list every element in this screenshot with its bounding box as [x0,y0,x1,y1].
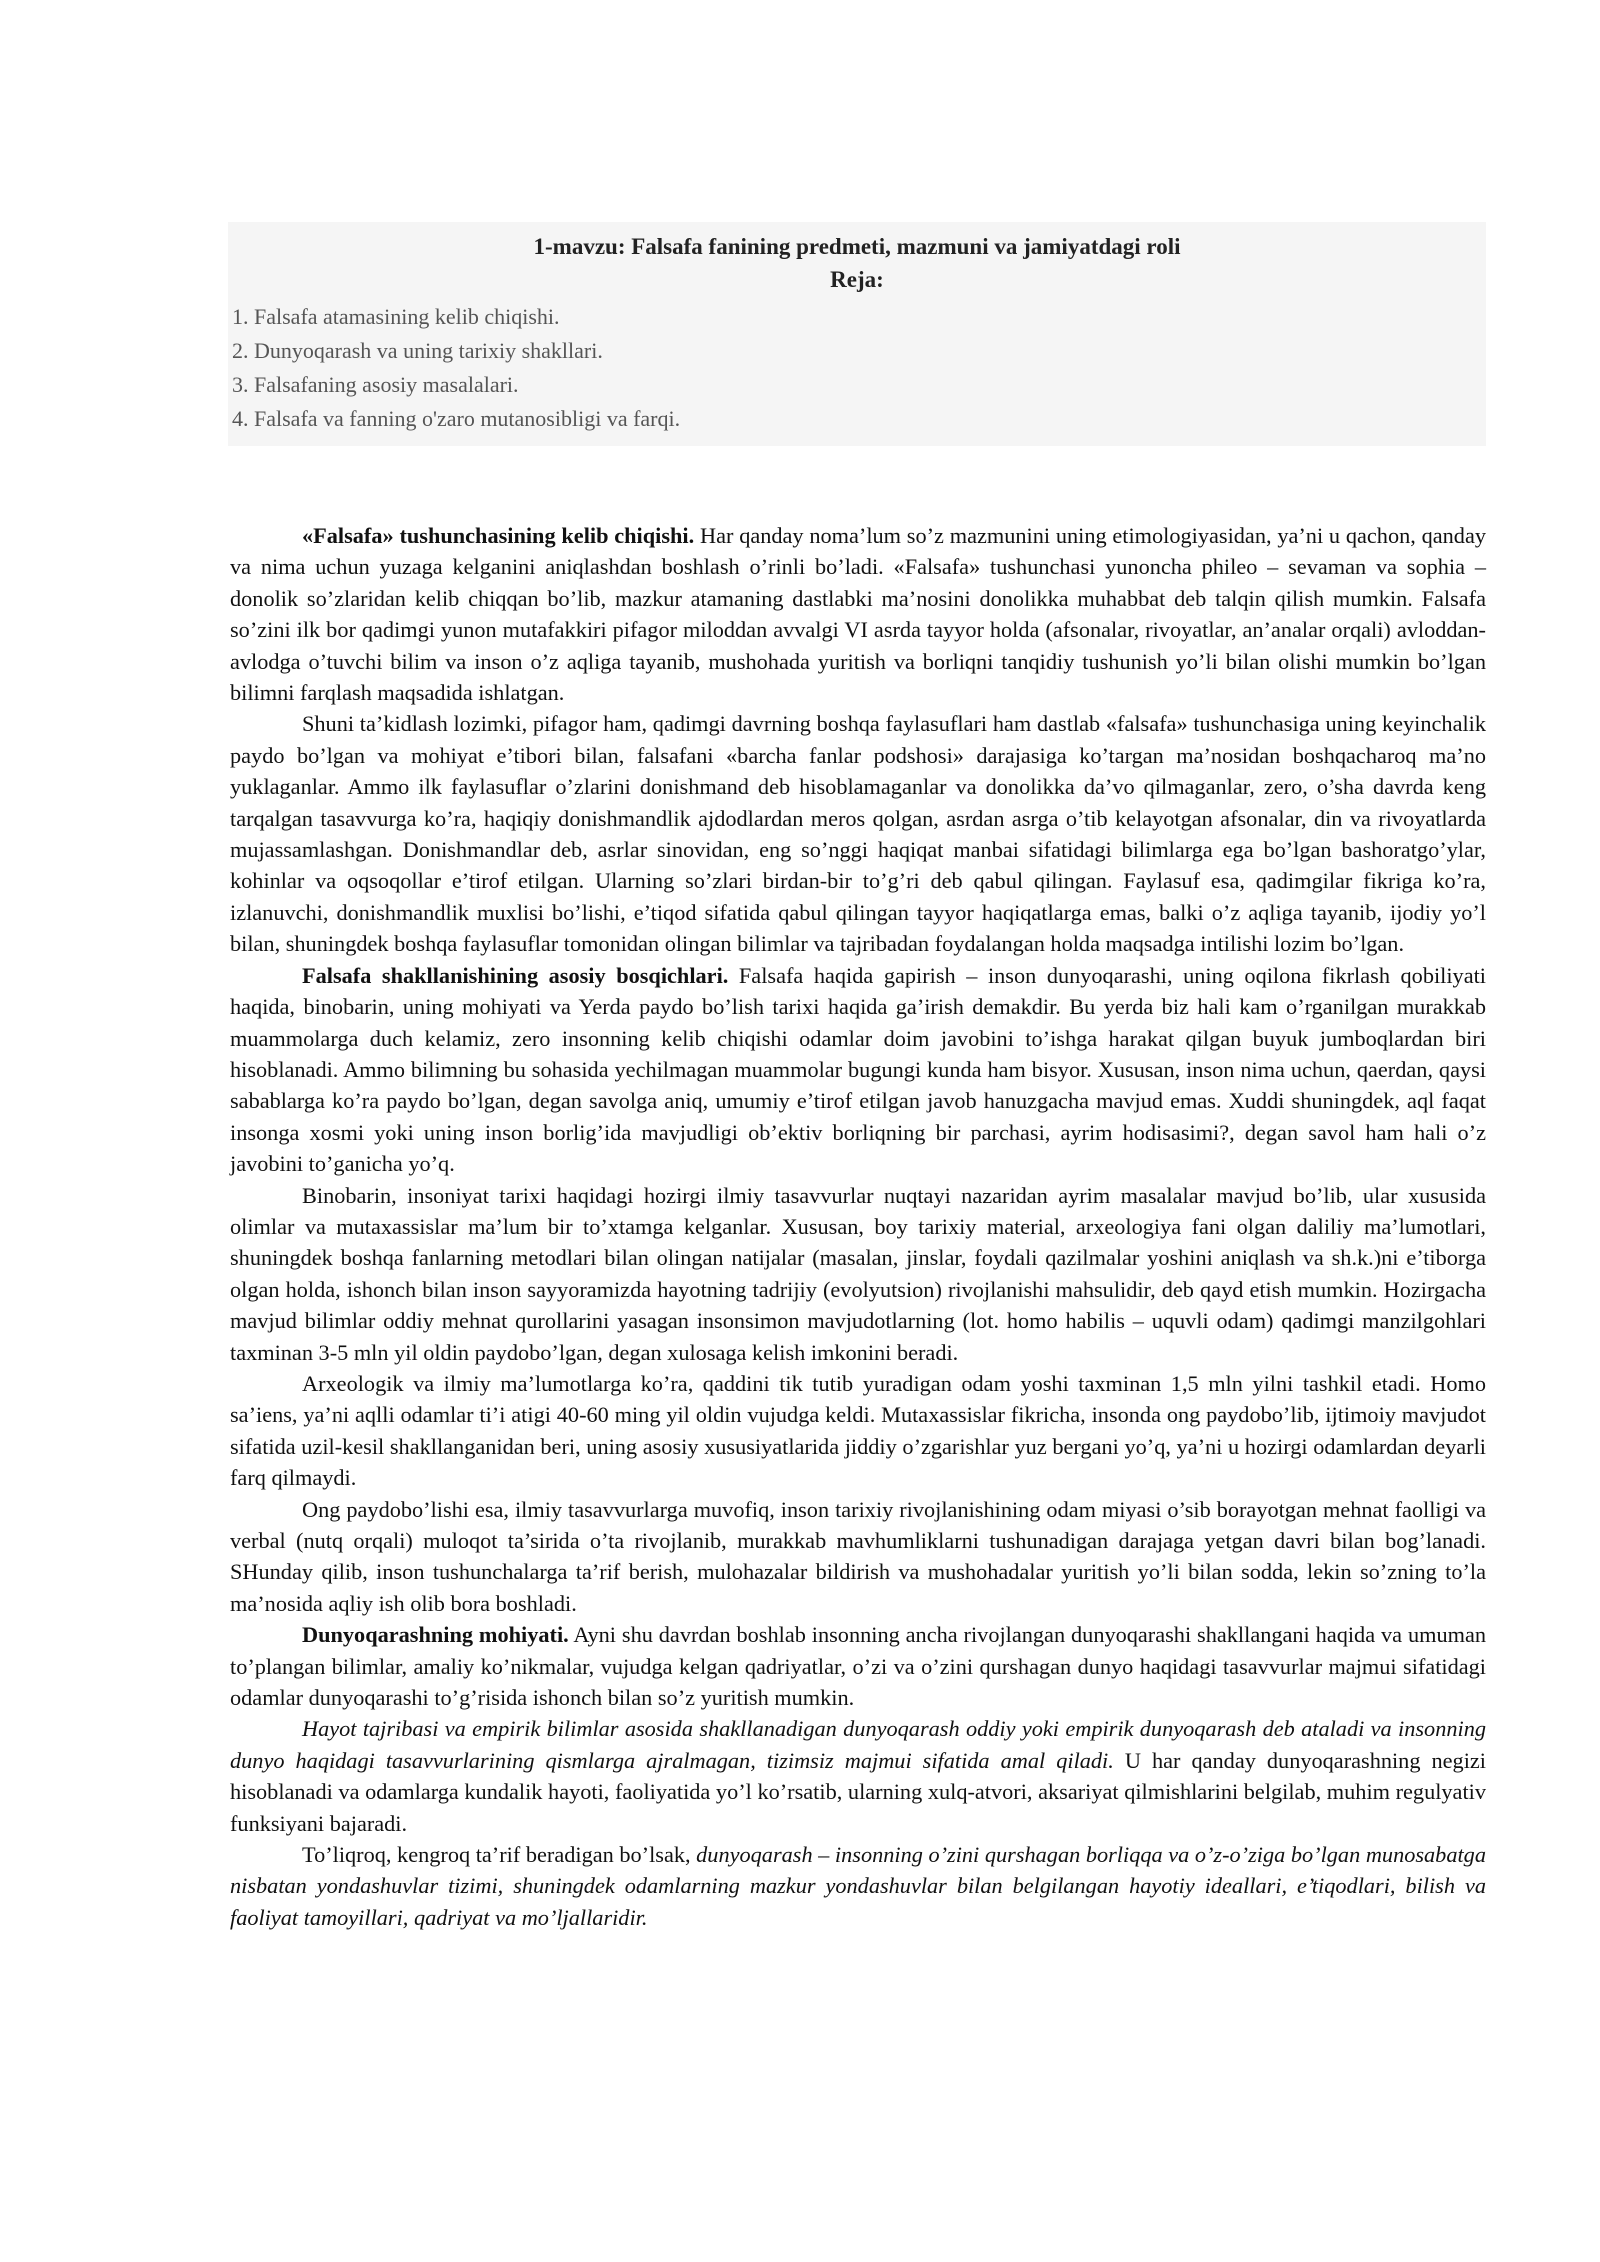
italic-definition: Hayot tajribasi va empirik bilimlar asosida shakllanadigan dunyoqarash oddiy yoki empirik dunyoqarash deb ataladi va insonning dunyo haqidagi tasavvurlarining qismlarga ajralmagan, tizimsiz majmui sifatida amal qiladi. [230,1716,1486,1773]
document-body [230,520,1486,1933]
paragraph [230,1713,1486,1839]
paragraph-heading: «Falsafa» tushunchasining kelib chiqishi. [302,523,695,548]
paragraph-text: Binobarin, insoniyat tarixi haqidagi hozirgi ilmiy tasavvurlar nuqtayi nazaridan ayrim masalalar mavjud bo’lib, ular xususida olimlar va mutaxassislar ma’lum bir to’xtamga kelganlar. Xususan, boy tarixiy material, arxeologiya fani olgan daliliy ma’lumotlari, shuningdek boshqa fanlarning metodlari bilan olingan natijalar (masalan, jinslar, foydali qazilmalar yoshini aniqlash va sh.k.)ni e’tiborga olgan holda, ishonch bilan inson sayyoramizda hayotning tadrijiy (evolyutsion) rivojlanishi mahsulidir, deb qayd etish mumkin. Hozirgacha mavjud bilimlar oddiy mehnat qurollarini yasagan insonsimon mavjudotlarning (lot. homo habilis – uquvli odam) qadimgi manzilgohlari taxminan 3-5 mln yil oldin paydobo’lgan, degan xulosaga kelish imkonini beradi. [230,1182,1486,1365]
paragraph-text: U har qanday dunyoqarashning negizi hisoblanadi va odamlarga kundalik hayoti, faoliyatida yo’l ko’rsatib, ularning xulq-atvori, aksariyat qilmishlarini belgilab, muhim regulyativ funksiyani bajaradi. [230,1747,1486,1836]
paragraph [230,960,1486,1180]
plan-item: 2. Dunyoqarash va uning tarixiy shakllari. [232,338,603,363]
plan-heading: Reja: [830,267,884,292]
paragraph-text: Har qanday noma’lum so’z mazmunini uning etimologiyasidan, ya’ni u qachon, qanday va nima uchun yuzaga kelganini aniqlashdan boshlash o’rinli bo’ladi. «Falsafa» tushunchasi yunoncha phileo – sevaman va sophia – donolik so’zlaridan kelib chiqqan bo’lib, mazkur atamaning dastlabki ma’nosini donolikka muhabbat deb talqin qilish mumkin. Falsafa so’zini ilk bor qadimgi yunon mutafakkiri pifagor miloddan avvalgi VI asrda tayyor holda (afsonalar, rivoyatlar, an’analar orqali) avloddan-avlodga o’tuvchi bilim va inson o’z aqliga tayanib, mushohada yuritish va borliqni tanqidiy tushunish yo’li bilan olishi mumkin bo’lgan bilimni farqlash maqsadida ishlatgan. [230,523,1486,706]
paragraph [230,520,1486,708]
plan-item: 4. Falsafa va fanning o'zaro mutanosibligi va farqi. [232,406,681,431]
topic-title: 1-mavzu: Falsafa fanining predmeti, mazmuni va jamiyatdagi roli [533,234,1181,259]
plan-item: 3. Falsafaning asosiy masalalari. [232,372,519,397]
topic-header [228,222,1486,446]
paragraph [230,1494,1486,1620]
paragraph [230,1180,1486,1368]
paragraph-text: To’liqroq, kengroq ta’rif beradigan bo’lsak, [302,1842,697,1868]
paragraph-text: Shuni ta’kidlash lozimki, pifagor ham, qadimgi davrning boshqa faylasuflari ham dastlab «falsafa» tushunchasiga uning keyinchalik paydo bo’lgan va mohiyat e’tibori bilan, falsafani «barcha fanlar podshosi» darajasiga ko’targan ma’nosidan boshqacharoq ma’no yuklaganlar. Ammo ilk faylasuflar o’zlarini donishmand deb hisoblamaganlar va donolikka da’vo qilmaganlar, zero, o’sha davrda keng tarqalgan tasavvurga ko’ra, haqiqiy donishmandlik ajdodlardan meros qolgan, asrdan asrga o’tib kelayotgan afsonalar, din va rivoyatlarda mujassamlashgan. Donishmandlar deb, asrlar sinovidan, eng so’nggi haqiqat manbai sifatidagi bilimlarga ega bo’lgan bashoratgo’ylar, kohinlar va oqsoqollar e’tirof etilgan. Ularning so’zlari birdan-bir to’g’ri deb qabul qilingan. Faylasuf esa, qadimgilar fikriga ko’ra, izlanuvchi, donishmandlik muxlisi bo’lishi, e’tiqod sifatida qabul qilingan tayyor haqiqatlarga emas, balki o’z aqliga tayanib, ijodiy yo’l bilan, shuningdek boshqa faylasuflar tomonidan olingan bilimlar va tajribadan foydalangan holda maqsadga intilishi lozim bo’lgan. [230,711,1486,957]
paragraph [230,1368,1486,1494]
plan-list [228,300,1486,436]
italic-definition: dunyoqarash – insonning o’zini qurshagan borliqqa va o’z-o’ziga bo’lgan munosabatga nisbatan yondashuvlar tizimi, shuningdek odamlarning mazkur yondashuvlar bilan belgilangan hayotiy ideallari, e’tiqodlari, bilish va faoliyat tamoyillari, qadriyat va mo’ljallaridir. [230,1842,1486,1930]
plan-item: 1. Falsafa atamasining kelib chiqishi. [232,304,560,329]
paragraph-text: Ayni shu davrdan boshlab insonning ancha rivojlangan dunyoqarashi shakllangani haqida va umuman to’plangan bilimlar, amaliy ko’nikmalar, vujudga kelgan qadriyatlar, o’zi va o’zini qurshagan dunyo haqidagi tasavvurlar majmui sifatidagi odamlar dunyoqarashi to’g’risida ishonch bilan so’z yuritish mumkin. [230,1622,1487,1711]
paragraph-text: Falsafa haqida gapirish – inson dunyoqarashi, uning oqilona fikrlash qobiliyati haqida, binobarin, uning mohiyati va Yerda paydo bo’lish tarixi haqida ga’irish demakdir. Bu yerda biz hali kam o’rganilgan murakkab muammolarga duch kelamiz, zero insonning kelib chiqishi odamlar doim javobini to’ishga harakat qilgan buyuk jumboqlardan biri hisoblanadi. Ammo bilimning bu sohasida yechilmagan muammolar bugungi kunda ham bisyor. Xususan, inson nima uchun, qaerdan, qaysi sabablarga ko’ra paydo bo’lgan, degan savolga aniq, umumiy e’tirof etilgan javob hanuzgacha mavjud emas. Xuddi shuningdek, aql faqat insonga xosmi yoki uning inson borlig’ida mavjudligi ob’ektiv borliqning bir parchasi, ayrim hodisasimi?, degan savol ham hali o’z javobini to’ganicha yo’q. [230,962,1486,1177]
paragraph [230,708,1486,959]
paragraph-text: Ong paydobo’lishi esa, ilmiy tasavvurlarga muvofiq, inson tarixiy rivojlanishining odam miyasi o’sib borayotgan mehnat faolligi va verbal (nutq orqali) muloqot ta’sirida o’ta rivojlanib, murakkab mavhumliklarni tushunadigan darajaga yetgan davri bilan bog’lanadi. SHunday qilib, inson tushunchalarga ta’rif berish, mulohazalar bildirish va mushohadalar yuritish yo’li bilan sodda, lekin so’zning to’la ma’nosida aqliy ish olib bora boshladi. [230,1496,1486,1616]
paragraph-text: Arxeologik va ilmiy ma’lumotlarga ko’ra, qaddini tik tutib yuradigan odam yoshi taxminan 1,5 mln yilni tashkil etadi. Homo sa’iens, ya’ni aqlli odamlar ti’i atigi 40-60 ming yil oldin vujudga keldi. Mutaxassislar fikricha, insonda ong paydobo’lib, ijtimoiy mavjudot sifatida uzil-kesil shakllanganidan beri, uning asosiy xususiyatlarida jiddiy o’zgarishlar yuz bergani yo’q, ya’ni u hozirgi odamlardan deyarli farq qilmaydi. [230,1370,1486,1491]
paragraph-heading: Dunyoqarashning mohiyati. [302,1622,569,1648]
paragraph-heading: Falsafa shakllanishining asosiy bosqichlari. [302,962,729,988]
paragraph [230,1839,1486,1933]
paragraph [230,1619,1486,1713]
